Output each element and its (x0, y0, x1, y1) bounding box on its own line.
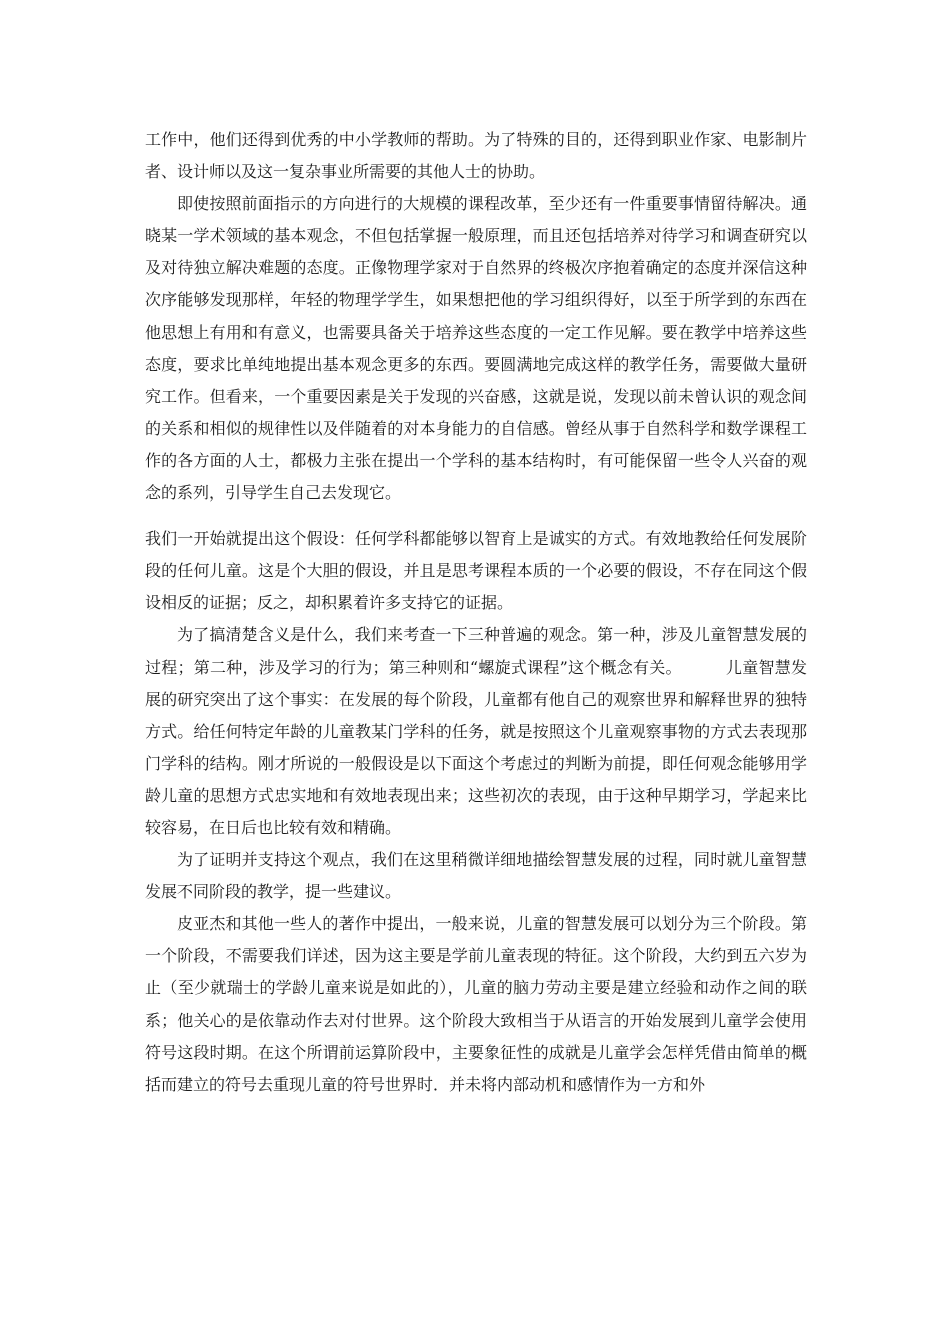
paragraph-hypothesis: 我们一开始就提出这个假设：任何学科都能够以智育上是诚实的方式。有效地教给任何发展阶段的任何儿童。这是个大胆的假设，并且是思考课程本质的一个必要的假设，不存在同这个假设相反的证据；反之，却积累着许多支持它的证据。 (145, 529, 807, 613)
paragraph-curriculum-reform: 即使按照前面指示的方向进行的大规模的课程改革，至少还有一件重要事情留待解决。通晓某一学术领域的基本观念，不但包括掌握一般原理，而且还包括培养对待学习和调查研究以及对待独立解决难题的态度。正像物理学家对于自然界的终极次序抱着确定的态度并深信这种次序能够发现那样，年轻的物理学学生，如果想把他的学习组织得好，以至于所学到的东西在他思想上有用和有意义，也需要具备关于培养这些态度的一定工作见解。要在教学中培养这些态度，要求比单纯地提出基本观念更多的东西。要圆满地完成这样的教学任务，需要做大量研究工作。但看来，一个重要因素是关于发现的兴奋感，这就是说，发现以前未曾认识的观念间的关系和相似的规律性以及伴随着的对本身能力的自信感。曾经从事于自然科学和数学课程工作的各方面的人士，都极力主张在提出一个学科的基本结构时，有可能保留一些令人兴奋的观念的系列，引导学生自己去发现它。 (145, 194, 807, 503)
document-body (145, 124, 807, 1101)
paragraph-support-viewpoint: 为了证明并支持这个观点，我们在这里稍微详细地描绘智慧发展的过程，同时就儿童智慧发展不同阶段的教学，提一些建议。 (145, 850, 807, 902)
paragraph-three-ideas (145, 619, 807, 844)
paragraph-three-ideas-text: 为了搞清楚含义是什么，我们来考查一下三种普遍的观念。第一种，涉及儿童智慧发展的过程；第二种，涉及学习的行为；第三种则和“螺旋式课程”这个概念有关。 (145, 625, 807, 677)
paragraph-piaget-stages: 皮亚杰和其他一些人的著作中提出，一般来说，儿童的智慧发展可以划分为三个阶段。第一个阶段，不需要我们详述，因为这主要是学前儿童表现的特征。这个阶段，大约到五六岁为止（至少就瑞士的学龄儿童来说是如此的），儿童的脑力劳动主要是建立经验和动作之间的联系；他关心的是依靠动作去对付世界。这个阶段大致相当于从语言的开始发展到儿童学会使用符号这段时期。在这个所谓前运算阶段中，主要象征性的成就是儿童学会怎样凭借由简单的概括而建立的符号去重现儿童的符号世界时．并未将内部动机和感情作为一方和外 (145, 914, 807, 1094)
paragraph-continued: 工作中，他们还得到优秀的中小学教师的帮助。为了特殊的目的，还得到职业作家、电影制片者、设计师以及这一复杂事业所需要的其他人士的协助。 (145, 130, 807, 182)
paragraph-child-development-text: 儿童智慧发展的研究突出了这个事实：在发展的每个阶段，儿童都有他自己的观察世界和解释世界的独特方式。给任何特定年龄的儿童教某门学科的任务，就是按照这个儿童观察事物的方式去表现那门学科的结构。刚才所说的一般假设是以下面这个考虑过的判断为前提，即任何观念能够用学龄儿童的思想方式忠实地和有效地表现出来；这些初次的表现，由于这种早期学习，学起来比较容易，在日后也比较有效和精确。 (145, 657, 807, 837)
